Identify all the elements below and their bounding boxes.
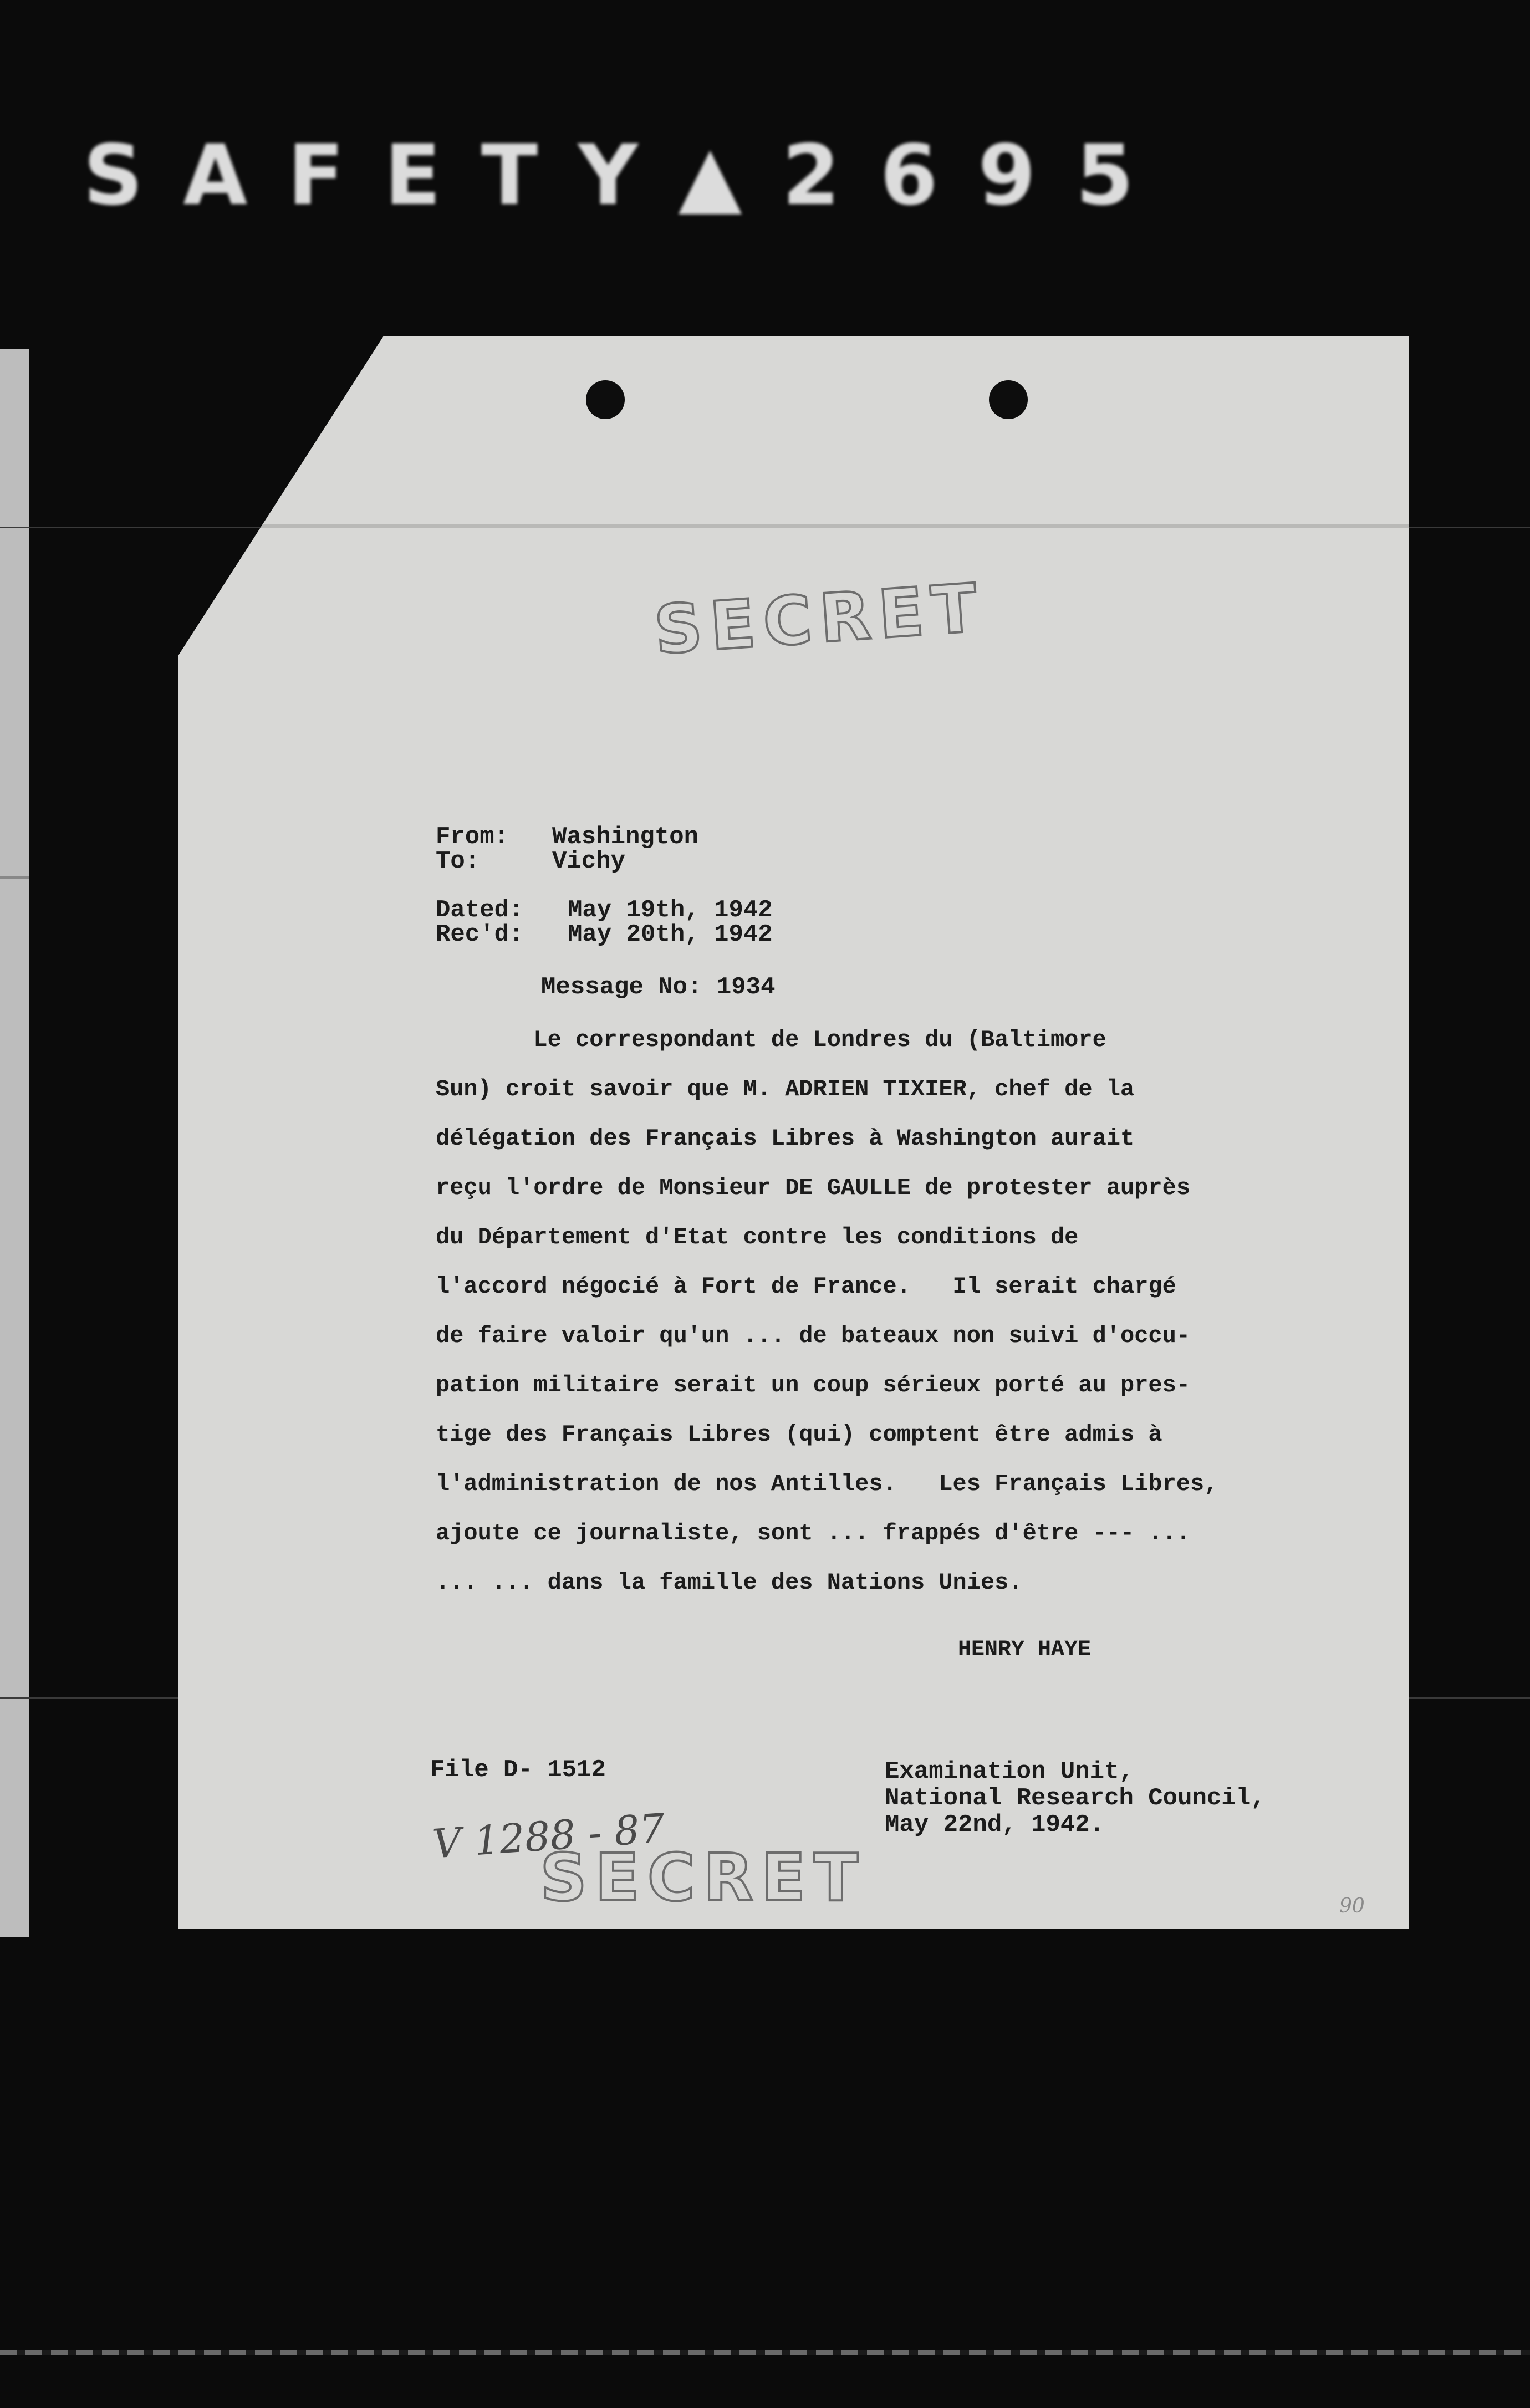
signature: HENRY HAYE [958, 1637, 1092, 1662]
paper-fold-line [178, 524, 1409, 528]
footer-line: National Research Council, [885, 1784, 1266, 1812]
body-line: délégation des Français Libres à Washington aurait [436, 1125, 1135, 1152]
to-value: Vichy [552, 848, 626, 875]
punch-hole [586, 380, 625, 419]
body-line: reçu l'ordre de Monsieur DE GAULLE de protester auprès [436, 1175, 1191, 1201]
body-line: tige des Français Libres (qui) comptent être admis à [436, 1421, 1162, 1448]
to-row [436, 849, 625, 874]
body-line: de faire valoir qu'un ... de bateaux non suivi d'occu- [436, 1323, 1191, 1349]
message-body [436, 1016, 1434, 1608]
recd-value: May 20th, 1942 [568, 921, 773, 948]
body-line: du Département d'Etat contre les conditions de [436, 1224, 1079, 1251]
to-label: To: [436, 848, 480, 875]
from-value: Washington [552, 823, 699, 851]
recd-label: Rec'd: [436, 921, 524, 948]
dated-row [436, 898, 773, 922]
punch-hole [989, 380, 1028, 419]
body-line: ... ... dans la famille des Nations Unies. [436, 1569, 1023, 1596]
footer-line: Examination Unit, [885, 1758, 1134, 1785]
dated-value: May 19th, 1942 [568, 896, 773, 924]
recd-row [436, 922, 773, 947]
adjacent-frame-strip [0, 349, 29, 1937]
footer-line: May 22nd, 1942. [885, 1811, 1105, 1839]
secret-stamp-top: SECRET [651, 569, 987, 670]
body-line: Sun) croit savoir que M. ADRIEN TIXIER, chef de la [436, 1076, 1135, 1103]
body-line: ajoute ce journaliste, sont ... frappés d'être --- ... [436, 1520, 1191, 1547]
body-line: pation militaire serait un coup sérieux porté au pres- [436, 1372, 1191, 1399]
examination-unit-block [885, 1758, 1266, 1838]
handwritten-reference: V 1288 - 87 [431, 1804, 667, 1868]
from-label: From: [436, 823, 509, 851]
film-edge-band [0, 2350, 1530, 2355]
body-line: l'administration de nos Antilles. Les Français Libres, [436, 1471, 1218, 1497]
handwritten-page-mark: 90 [1339, 1895, 1365, 1917]
secret-stamp-bottom: SECRET [540, 1839, 866, 1916]
from-row [436, 825, 698, 849]
body-line: Le correspondant de Londres du (Baltimore [436, 1027, 1106, 1053]
file-reference: File D- 1512 [430, 1756, 606, 1784]
body-line: l'accord négocié à Fort de France. Il serait chargé [436, 1273, 1176, 1300]
dated-label: Dated: [436, 896, 524, 924]
strip-divider [0, 876, 29, 879]
film-header: S A F E T Y ▲ 2 6 9 5 [83, 127, 1140, 224]
message-number: Message No: 1934 [541, 973, 776, 1001]
